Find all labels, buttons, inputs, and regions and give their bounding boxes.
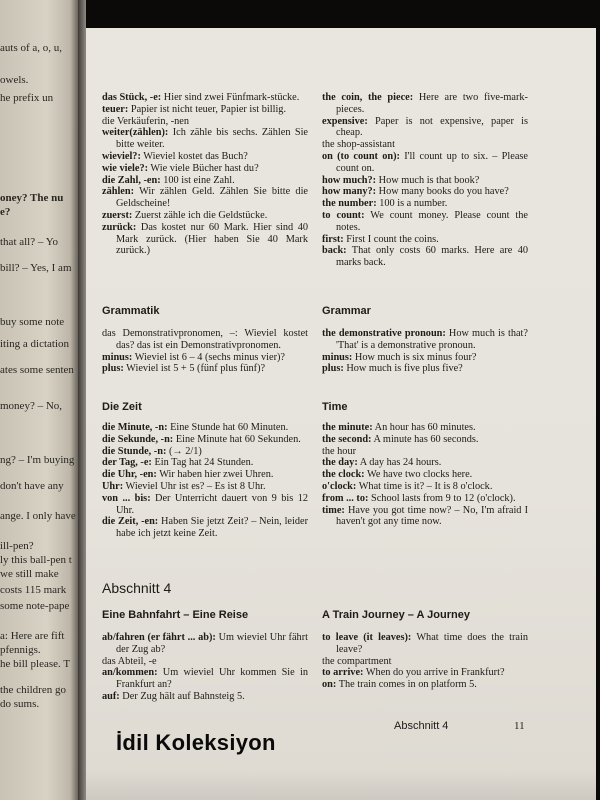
vocab-term: auf: xyxy=(102,690,120,702)
vocab-entry xyxy=(102,175,308,187)
vocab-entry xyxy=(102,222,308,257)
english-journey-block xyxy=(322,632,528,691)
vocab-entry xyxy=(102,667,308,691)
vocab-entry xyxy=(102,656,308,668)
vocab-text: Papier ist nicht teuer, Papier ist billig. xyxy=(128,103,287,115)
german-time-block xyxy=(102,422,308,540)
vocab-term: die Stunde, -n: xyxy=(102,445,167,457)
vocab-term: wieviel?: xyxy=(102,150,141,162)
vocab-entry xyxy=(322,656,528,668)
vocab-text: What time does the train leave? xyxy=(336,632,529,655)
vocab-entry xyxy=(322,198,528,210)
vocab-entry xyxy=(102,632,308,656)
vocab-text: That only costs 60 marks. Here are 40 marks back. xyxy=(336,245,528,269)
vocab-term: an/kommen: xyxy=(102,667,158,679)
previous-page-line: auts of a, o, u, xyxy=(0,42,63,54)
vocab-entry xyxy=(322,457,528,469)
vocab-text: Das kostet nur 60 Mark. Hier sind 40 Mark zurück. (Hier haben Sie 40 Mark zurück.) xyxy=(116,221,308,257)
vocab-entry xyxy=(102,434,308,446)
vocab-text: Haben Sie jetzt Zeit? – Nein, leider habe ich jetzt keine Zeit. xyxy=(116,516,309,540)
previous-page-line: a: Here are fift xyxy=(0,630,65,642)
previous-page-line: ill-pen? xyxy=(0,540,34,552)
vocab-text: The train comes in on platform 5. xyxy=(336,679,477,691)
german-vocab-block-1 xyxy=(102,92,308,257)
german-grammar-block xyxy=(102,328,308,375)
vocab-text: What time is it? – It is 8 o'clock. xyxy=(356,480,493,492)
vocab-term: zählen: xyxy=(102,186,135,198)
previous-page xyxy=(0,0,78,800)
vocab-text: 100 ist eine Zahl. xyxy=(160,174,235,186)
vocab-entry xyxy=(322,469,528,481)
english-vocab-block-1 xyxy=(322,92,528,269)
vocab-term: die Sekunde, -n: xyxy=(102,433,174,445)
vocab-text: I'll count up to six. – Please count on. xyxy=(336,150,528,174)
vocab-entry xyxy=(102,446,308,458)
watermark: İdil Koleksiyon xyxy=(116,730,276,755)
vocab-text: Wieviel ist 5 + 5 (fünf plus fünf)? xyxy=(123,363,266,375)
vocab-term: time: xyxy=(322,504,345,516)
vocab-text: Der Unterricht dauert von 9 bis 12 Uhr. xyxy=(116,492,308,516)
vocab-term: the number: xyxy=(322,198,377,210)
vocab-entry xyxy=(322,493,528,505)
heading-bahnfahrt: Eine Bahnfahrt – Eine Reise xyxy=(102,609,249,621)
vocab-entry xyxy=(102,328,308,352)
vocab-text: das Demonstrativpronomen, –: Wieviel kostet das? das ist ein Demonstrativpronomen. xyxy=(102,328,308,351)
vocab-text: Wir zählen Geld. Zählen Sie bitte die Geldscheine! xyxy=(116,186,308,210)
vocab-text: Um wieviel Uhr fährt der Zug ab? xyxy=(116,632,308,655)
vocab-term: first: xyxy=(322,233,344,245)
vocab-text: We have two clocks here. xyxy=(364,469,473,481)
vocab-text: A day has 24 hours. xyxy=(357,457,442,469)
page-shadow xyxy=(86,770,600,800)
vocab-term: to count: xyxy=(322,209,365,221)
vocab-entry xyxy=(322,186,528,198)
vocab-text: First I count the coins. xyxy=(343,233,439,245)
vocab-entry xyxy=(102,352,308,364)
book-spine xyxy=(78,0,86,800)
vocab-text: Here are two five-mark-pieces. xyxy=(336,92,528,115)
vocab-term: zurück: xyxy=(102,221,137,233)
vocab-term: teuer: xyxy=(102,103,129,115)
vocab-term: minus: xyxy=(322,351,353,363)
heading-grammar: Grammar xyxy=(322,305,371,317)
vocab-term: die Minute, -n: xyxy=(102,422,168,433)
vocab-text: How much is five plus five? xyxy=(343,363,463,375)
vocab-term: zuerst: xyxy=(102,209,133,221)
vocab-entry xyxy=(102,363,308,375)
vocab-term: to arrive: xyxy=(322,667,364,679)
vocab-entry xyxy=(102,469,308,481)
heading-train-journey: A Train Journey – A Journey xyxy=(322,609,470,621)
previous-page-line: buy some note xyxy=(0,316,65,328)
vocab-text: the hour xyxy=(322,445,357,457)
vocab-term: plus: xyxy=(102,363,124,375)
english-grammar-block xyxy=(322,328,528,375)
vocab-entry xyxy=(322,422,528,434)
vocab-term: die Zahl, -en: xyxy=(102,174,161,186)
vocab-term: das Stück, -e: xyxy=(102,92,162,103)
previous-page-line: oney? The nu xyxy=(0,192,64,204)
previous-page-line: ange. I only have xyxy=(0,510,76,522)
vocab-entry xyxy=(322,481,528,493)
vocab-entry xyxy=(102,163,308,175)
vocab-entry xyxy=(102,210,308,222)
vocab-entry xyxy=(102,116,308,128)
vocab-entry xyxy=(322,679,528,691)
vocab-text: Um wieviel Uhr kommen Sie in Frankfurt an? xyxy=(116,667,308,691)
vocab-text: the compartment xyxy=(322,655,392,667)
vocab-entry xyxy=(322,632,528,656)
vocab-text: Wieviel kostet das Buch? xyxy=(140,150,248,162)
vocab-entry xyxy=(322,151,528,175)
previous-page-line: we still make xyxy=(0,568,59,580)
vocab-term: from ... to: xyxy=(322,492,369,504)
previous-page-line: owels. xyxy=(0,74,29,86)
vocab-text: Der Zug hält auf Bahnsteig 5. xyxy=(119,690,245,702)
previous-page-line: he bill please. T xyxy=(0,658,71,670)
vocab-entry xyxy=(322,92,528,116)
vocab-entry xyxy=(102,92,308,104)
previous-page-line: some note-pape xyxy=(0,600,70,612)
vocab-text: We count money. Please count the notes. xyxy=(336,209,528,233)
vocab-term: the minute: xyxy=(322,422,373,433)
heading-time: Time xyxy=(322,401,348,413)
vocab-text: How many books do you have? xyxy=(376,186,509,198)
vocab-entry xyxy=(322,505,528,529)
english-time-block xyxy=(322,422,528,528)
vocab-text: (→ 2/1) xyxy=(166,445,202,457)
vocab-text: Zuerst zähle ich die Geldstücke. xyxy=(132,209,268,221)
vocab-entry xyxy=(322,116,528,140)
vocab-entry xyxy=(102,481,308,493)
vocab-term: the second: xyxy=(322,433,372,445)
section-title: Abschnitt 4 xyxy=(102,580,172,596)
vocab-text: das Abteil, -e xyxy=(102,655,157,667)
heading-grammatik: Grammatik xyxy=(102,305,160,317)
vocab-term: the coin, the piece: xyxy=(322,92,414,103)
vocab-entry xyxy=(102,151,308,163)
previous-page-line: the children go xyxy=(0,684,66,696)
vocab-text: Hier sind zwei Fünfmark-stücke. xyxy=(161,92,300,103)
vocab-term: the demonstrative pronoun: xyxy=(322,328,446,339)
vocab-entry xyxy=(322,434,528,446)
vocab-entry xyxy=(102,457,308,469)
vocab-term: o'clock: xyxy=(322,480,357,492)
vocab-term: back: xyxy=(322,245,347,257)
vocab-entry xyxy=(322,363,528,375)
previous-page-line: ly this ball-pen t xyxy=(0,554,72,566)
vocab-text: How much is that? 'That' is a demonstrative pronoun. xyxy=(336,328,528,351)
vocab-text: How much is that book? xyxy=(376,174,480,186)
previous-page-line: do sums. xyxy=(0,698,40,710)
vocab-term: Uhr: xyxy=(102,480,124,492)
vocab-text: Have you got time now? – No, I'm afraid I haven't got any time now. xyxy=(336,504,528,528)
vocab-entry xyxy=(102,493,308,517)
previous-page-line: ates some senten xyxy=(0,364,74,376)
vocab-term: die Zeit, -en: xyxy=(102,516,159,528)
vocab-term: minus: xyxy=(102,351,133,363)
vocab-text: Eine Minute hat 60 Sekunden. xyxy=(173,433,301,445)
vocab-entry xyxy=(322,245,528,269)
vocab-term: plus: xyxy=(322,363,344,375)
previous-page-line: bill? – Yes, I am xyxy=(0,262,72,274)
vocab-text: 100 is a number. xyxy=(376,198,448,210)
vocab-term: von ... bis: xyxy=(102,492,151,504)
previous-page-line: he prefix un xyxy=(0,92,54,104)
german-journey-block xyxy=(102,632,308,703)
previous-page-line: costs 115 mark xyxy=(0,584,67,596)
previous-page-line: money? – No, xyxy=(0,400,63,412)
vocab-term: how many?: xyxy=(322,186,377,198)
vocab-text: Paper is not expensive, paper is cheap. xyxy=(336,115,528,139)
vocab-text: Ein Tag hat 24 Stunden. xyxy=(151,457,254,469)
vocab-text: An hour has 60 minutes. xyxy=(372,422,476,433)
vocab-text: Wie viele Bücher hast du? xyxy=(148,162,259,174)
previous-page-line: pfennigs. xyxy=(0,644,41,656)
vocab-entry xyxy=(322,139,528,151)
vocab-entry xyxy=(322,328,528,352)
vocab-entry xyxy=(102,186,308,210)
vocabulary-page xyxy=(86,28,596,800)
vocab-text: A minute has 60 seconds. xyxy=(371,433,479,445)
vocab-text: Ich zähle bis sechs. Zählen Sie bitte weiter. xyxy=(116,127,308,151)
vocab-term: ab/fahren (er fährt ... ab): xyxy=(102,632,216,643)
vocab-term: der Tag, -e: xyxy=(102,457,152,469)
vocab-term: on: xyxy=(322,679,337,691)
vocab-term: on (to count on): xyxy=(322,150,400,162)
footer-section-label: Abschnitt 4 xyxy=(394,720,449,732)
vocab-entry xyxy=(102,104,308,116)
vocab-entry xyxy=(322,446,528,458)
vocab-term: the day: xyxy=(322,457,358,469)
vocab-term: wie viele?: xyxy=(102,162,149,174)
previous-page-line: iting a dictation xyxy=(0,338,70,350)
vocab-text: Eine Stunde hat 60 Minuten. xyxy=(167,422,289,433)
vocab-text: How much is six minus four? xyxy=(352,351,477,363)
vocab-text: When do you arrive in Frankfurt? xyxy=(363,667,505,679)
vocab-text: the shop-assistant xyxy=(322,139,395,151)
vocab-term: to leave (it leaves): xyxy=(322,632,412,643)
vocab-entry xyxy=(322,234,528,246)
heading-die-zeit: Die Zeit xyxy=(102,401,142,413)
vocab-entry xyxy=(322,667,528,679)
vocab-text: die Verkäuferin, -nen xyxy=(102,115,190,127)
vocab-entry xyxy=(102,422,308,434)
vocab-term: the clock: xyxy=(322,469,365,481)
vocab-text: School lasts from 9 to 12 (o'clock). xyxy=(368,492,516,504)
vocab-term: die Uhr, -en: xyxy=(102,469,157,481)
previous-page-line: ng? – I'm buying xyxy=(0,454,75,466)
vocab-entry xyxy=(322,175,528,187)
previous-page-line: that all? – Yo xyxy=(0,236,59,248)
vocab-entry xyxy=(322,210,528,234)
vocab-text: Wieviel Uhr ist es? – Es ist 8 Uhr. xyxy=(123,480,266,492)
previous-page-line: e? xyxy=(0,206,11,218)
vocab-entry xyxy=(102,691,308,703)
vocab-entry xyxy=(102,516,308,540)
vocab-term: expensive: xyxy=(322,115,368,127)
vocab-term: how much?: xyxy=(322,174,377,186)
vocab-entry xyxy=(102,127,308,151)
page-number: 11 xyxy=(514,720,525,732)
vocab-term: weiter(zählen): xyxy=(102,127,169,139)
previous-page-line: don't have any xyxy=(0,480,64,492)
vocab-entry xyxy=(322,352,528,364)
vocab-text: Wieviel ist 6 – 4 (sechs minus vier)? xyxy=(132,351,286,363)
vocab-text: Wir haben hier zwei Uhren. xyxy=(156,469,274,481)
